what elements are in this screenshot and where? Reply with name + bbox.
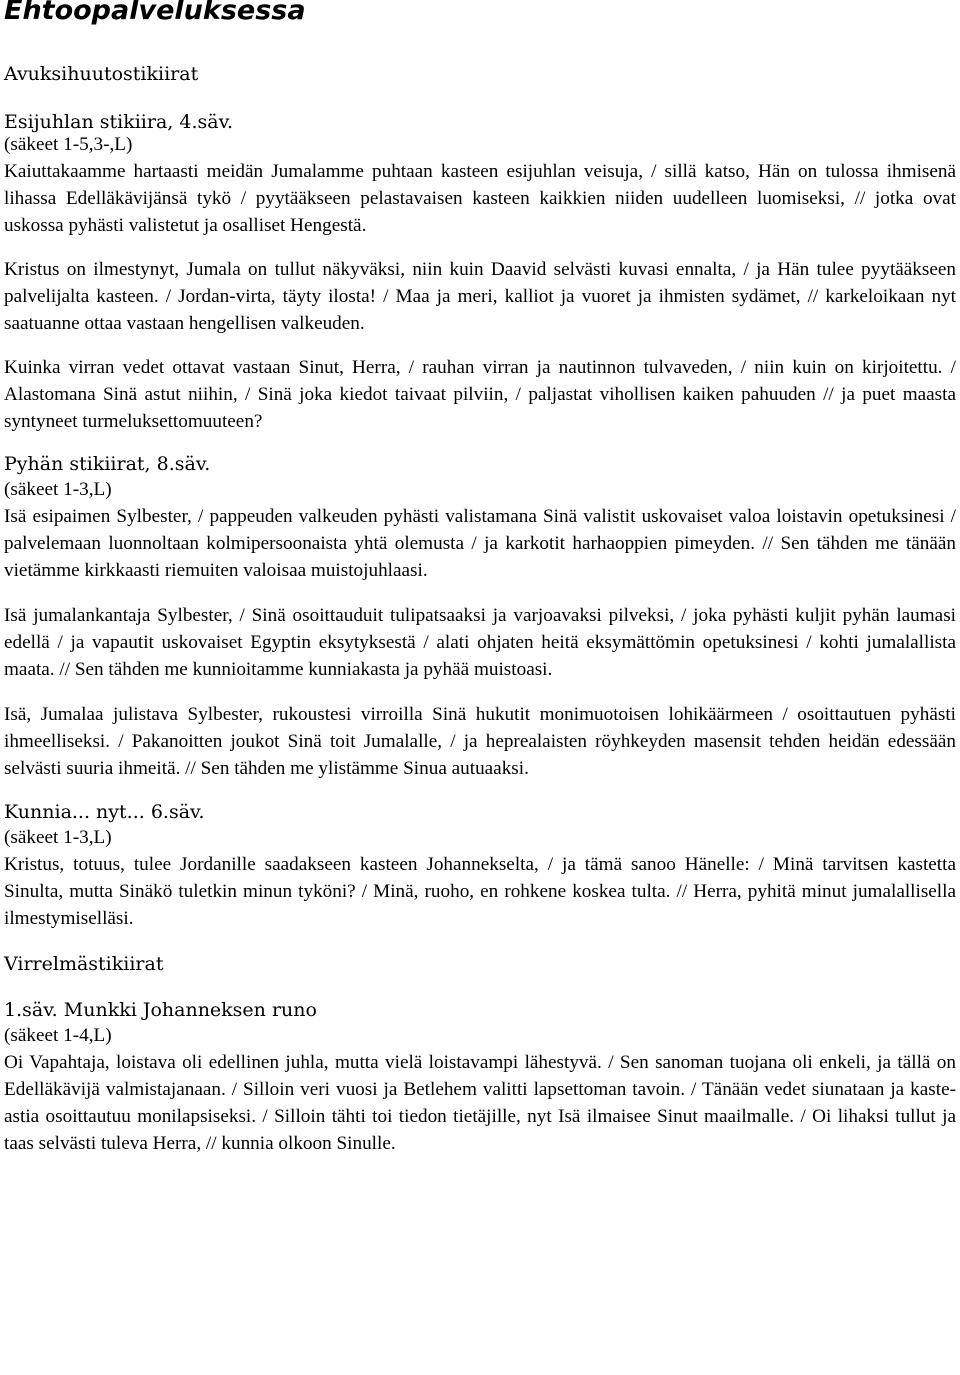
page-title: Ehtoopalveluksessa (4, 0, 306, 26)
section-heading-kunnia: Kunnia... nyt... 6.säv. (4, 801, 205, 823)
verse-meta-pyhan: (säkeet 1-3,L) (4, 479, 112, 500)
verse-meta-kunnia: (säkeet 1-3,L) (4, 827, 112, 848)
paragraph-3: Kuinka virran vedet ottavat vastaan Sinut, Herra, / rauhan virran ja nautinnon tulvaveden, / niin kuin on kirjoitettu. / Alastomana Sinä astut niihin, / Sinä joka kiedot taivaat pilviin, / paljastat vihollisen kaiken pahuuden // ja puet maasta syntyneet turmeluksettomuuteen? (4, 357, 956, 432)
paragraph-1: Kaiuttakaamme hartaasti meidän Jumalamme puhtaan kasteen esijuhlan veisuja, / sillä katso, Hän on tulossa ihmisenä lihassa Edelläkävijänsä tykö / pyytääkseen pelastavaisen kasteen kaikkien niiden uudelleen luomiseksi, // jotka ovat uskossa pyhästi valistetut ja osalliset Hengestä. (4, 161, 956, 236)
verse-meta-esijuhla: (säkeet 1-5,3-,L) (4, 134, 133, 155)
paragraph-7: Kristus, totuus, tulee Jordanille saadakseen kasteen Johannekselta, / ja tämä sanoo Hänelle: / Minä tarvitsen kastetta Sinulta, mutta Sinäkö tuletkin minun tyköni? / Minä, ruoho, en rohkene koskea tulta. // Herra, pyhitä minut jumalallisella ilmestymiselläsi. (4, 854, 956, 929)
paragraph-8: Oi Vapahtaja, loistava oli edellinen juhla, mutta vielä loistavampi lähestyvä. / Sen sanoman tuojana oli enkeli, ja tällä on Edelläkävijä valmistajanaan. / Silloin veri vuosi ja Betlehem valitti lapsettoman tavoin. / Tänään vedet siunataan ja kaste-astia osoittautuu monilapsiseksi. / Silloin tähti toi tiedon tietäjille, nyt Isä ilmaisee Sinut maailmalle. / Oi lihaksi tullut ja taas selvästi tuleva Herra, // kunnia olkoon Sinulle. (4, 1052, 956, 1154)
paragraph-6: Isä, Jumalaa julistava Sylbester, rukoustesi virroilla Sinä hukutit monimuotoisen lohikäärmeen / osoittautuen pyhästi ihmeelliseksi. / Pakanoitten joukot Sinä toit Jumalalle, / ja heprealaisten röyhkeyden masensit tehden heidän edessään selvästi suuria ihmeitä. // Sen tähden me ylistämme Sinua autuaaksi. (4, 704, 956, 779)
verse-meta-runo: (säkeet 1-4,L) (4, 1025, 112, 1046)
section-heading-pyhan: Pyhän stikiirat, 8.säv. (4, 453, 211, 475)
section-heading-avuksihuutostikiirat: Avuksihuutostikiirat (4, 63, 199, 85)
paragraph-5: Isä jumalankantaja Sylbester, / Sinä osoittauduit tulipatsaaksi ja varjoavaksi pilveksi, / joka pyhästi kuljit pyhän laumasi edellä / ja vapautit uskovaiset Egyptin eksytyksestä / alati ohjaten heitä eksymättömin opetuksinesi / kohti jumalallista maata. // Sen tähden me kunnioitamme kunniakasta ja pyhää muistoasi. (4, 605, 956, 680)
section-heading-runo: 1.säv. Munkki Johanneksen runo (4, 999, 317, 1021)
section-heading-virrelmastikiirat: Virrelmästikiirat (4, 953, 164, 975)
paragraph-2: Kristus on ilmestynyt, Jumala on tullut näkyväksi, niin kuin Daavid selvästi kuvasi ennalta, / ja Hän tulee pyytääkseen palvelijalta kasteen. / Jordan-virta, täyty ilosta! / Maa ja meri, kalliot ja vuoret ja ihmisten sydämet, // karkeloikaan nyt saatuanne ottaa vastaan hengellisen valkeuden. (4, 259, 956, 334)
paragraph-4: Isä esipaimen Sylbester, / pappeuden valkeuden pyhästi valistamana Sinä valistit uskovaiset valoa loistavin opetuksinesi / palvelemaan luonnoltaan kolmipersoonaista yhtä olemusta / ja karkotit harhaoppien pimeyden. // Sen tähden me tänään vietämme kirkkaasti riemuiten valoisaa muistojuhlaasi. (4, 506, 956, 581)
section-heading-esijuhla: Esijuhlan stikiira, 4.säv. (4, 111, 234, 133)
